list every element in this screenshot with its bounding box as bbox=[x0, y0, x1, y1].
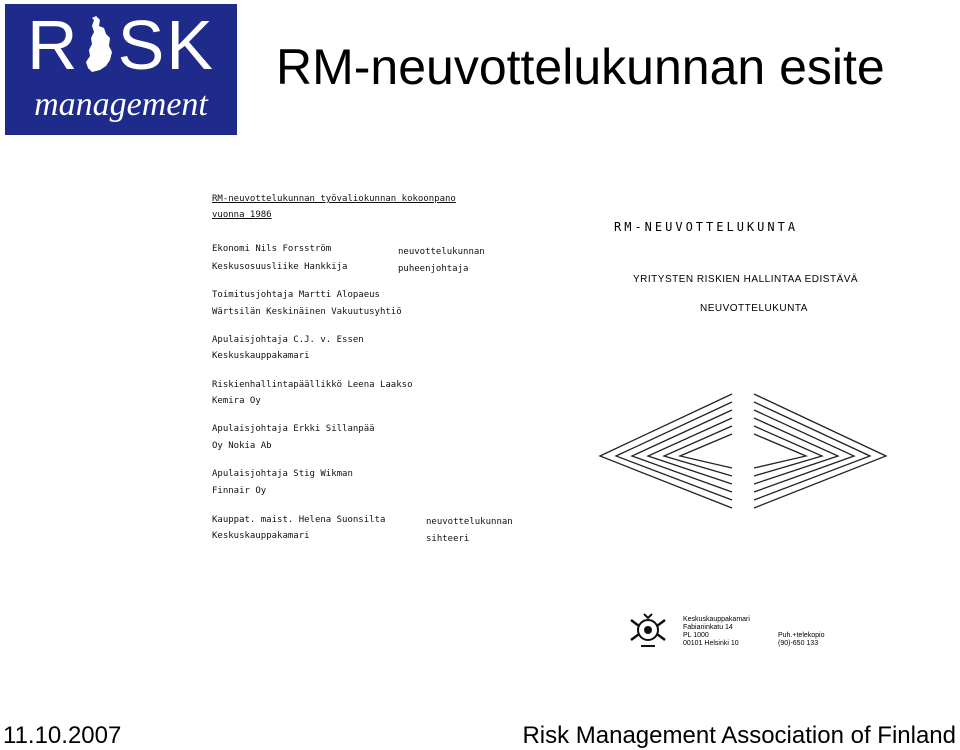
contact-street: Fabianinkatu 14 bbox=[683, 624, 733, 631]
logo-letter-r: R bbox=[27, 6, 80, 84]
doc-heading-line1: RM-neuvottelukunnan työvaliokunnan kokoonpano bbox=[212, 194, 456, 204]
chamber-seal-icon bbox=[627, 612, 669, 648]
footer-organization: Risk Management Association of Finland bbox=[522, 722, 956, 749]
doc-right-title: RM-NEUVOTTELUKUNTA bbox=[614, 220, 799, 234]
member-4-title: Riskienhallintapäällikkö Leena Laakso bbox=[212, 380, 413, 390]
member-7-title: Kauppat. maist. Helena Suonsilta bbox=[212, 515, 386, 525]
member-1-role-line1: neuvottelukunnan bbox=[398, 247, 485, 257]
contact-box: PL 1000 bbox=[683, 632, 709, 639]
member-5-title: Apulaisjohtaja Erkki Sillanpää bbox=[212, 424, 375, 434]
member-6-org: Finnair Oy bbox=[212, 486, 267, 496]
member-4-org: Kemira Oy bbox=[212, 396, 261, 406]
doc-right-subtitle-line1: YRITYSTEN RISKIEN HALLINTAA EDISTÄVÄ bbox=[633, 274, 859, 285]
logo-wordmark bbox=[5, 4, 237, 86]
doc-right-subtitle-line2: NEUVOTTELUKUNTA bbox=[700, 303, 808, 314]
member-7-role-line1: neuvottelukunnan bbox=[426, 517, 513, 527]
contact-phone-label: Puh.+telekopio bbox=[778, 632, 825, 639]
member-6-title: Apulaisjohtaja Stig Wikman bbox=[212, 469, 353, 479]
member-1-role-line2: puheenjohtaja bbox=[398, 264, 469, 274]
member-3-org: Keskuskauppakamari bbox=[212, 351, 310, 361]
page-title: RM-neuvottelukunnan esite bbox=[276, 39, 885, 95]
member-2-org: Wärtsilän Keskinäinen Vakuutusyhtiö bbox=[212, 307, 402, 317]
member-5-org: Oy Nokia Ab bbox=[212, 441, 272, 451]
diamond-emblem-graphic bbox=[596, 388, 890, 512]
contact-city: 00101 Helsinki 10 bbox=[683, 640, 739, 647]
logo-subtitle: management bbox=[34, 86, 208, 123]
member-2-title: Toimitusjohtaja Martti Alopaeus bbox=[212, 290, 380, 300]
finland-map-icon bbox=[82, 14, 116, 76]
member-7-org: Keskuskauppakamari bbox=[212, 531, 310, 541]
member-1-org: Keskusosuusliike Hankkija bbox=[212, 262, 348, 272]
member-3-title: Apulaisjohtaja C.J. v. Essen bbox=[212, 335, 364, 345]
contact-name: Keskuskauppakamari bbox=[683, 616, 750, 623]
footer-date: 11.10.2007 bbox=[3, 722, 122, 749]
logo-letters-sk: SK bbox=[117, 6, 215, 84]
doc-heading-line2: vuonna 1986 bbox=[212, 210, 272, 220]
risk-management-logo bbox=[5, 4, 237, 135]
member-7-role-line2: sihteeri bbox=[426, 534, 470, 544]
member-1-title: Ekonomi Nils Forsström bbox=[212, 244, 332, 254]
contact-phone: (90)-650 133 bbox=[778, 640, 819, 647]
